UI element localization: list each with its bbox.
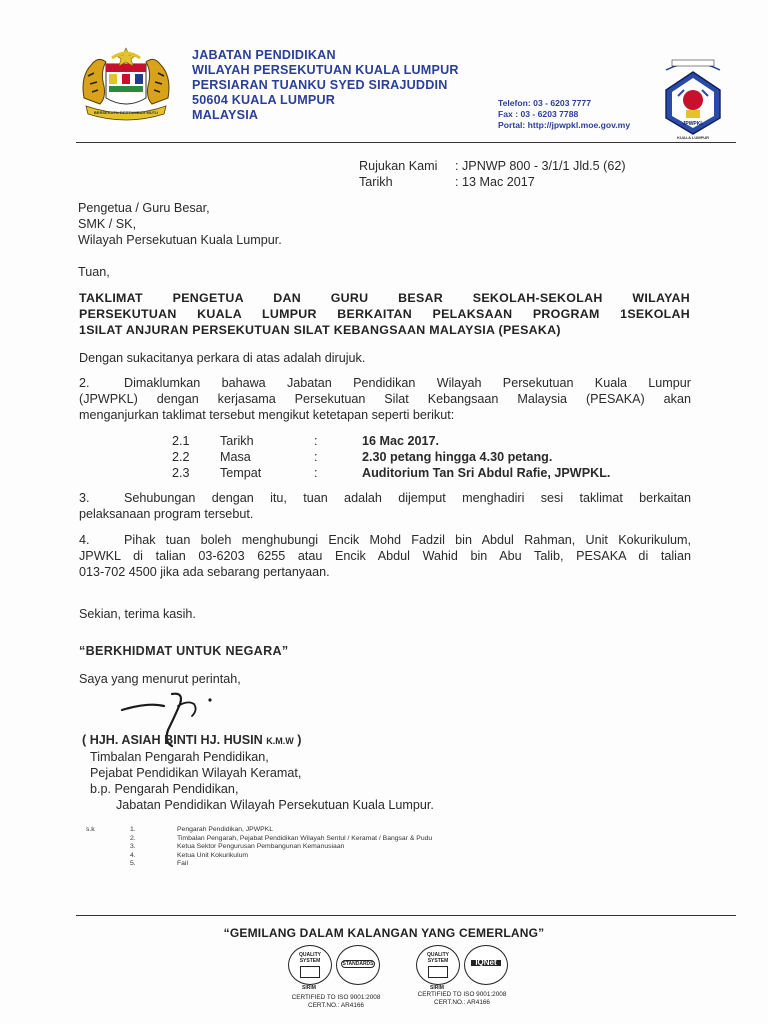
para2-number: 2.	[79, 376, 90, 390]
sirim-label-2: SIRIM	[430, 985, 444, 991]
portal-url[interactable]: Portal: http://jpwpkl.moe.gov.my	[498, 120, 631, 130]
subject-title	[79, 290, 690, 338]
detail-row-venue	[172, 465, 610, 481]
cert-standard: CERTIFIED TO ISO 9001:2008	[417, 991, 507, 998]
detail-num: 2.1	[172, 434, 190, 448]
cc-label: s.k	[86, 826, 95, 833]
salutation: Tuan,	[78, 265, 110, 279]
signatory-name-line	[82, 732, 434, 749]
cc-text: Ketua Unit Kokurikulum	[177, 851, 249, 859]
cert-number: CERT.NO.: AR4166	[307, 1002, 364, 1009]
cc-item	[130, 852, 432, 861]
crest-motto: BERSEKUTU BERTAMBAH MUTU	[93, 110, 159, 115]
by-order-line: Saya yang menurut perintah,	[79, 672, 241, 686]
para3-number: 3.	[79, 491, 90, 505]
signatory-close: )	[293, 733, 302, 747]
cc-item	[130, 835, 432, 844]
standards-text: STANDARDS	[342, 961, 374, 967]
cc-text: Timbalan Pengarah, Pejabat Pendidikan Wilayah Sentul / Keramat / Bangsar & Pudu	[177, 834, 433, 842]
reference-block	[359, 158, 626, 190]
cc-num: 5.	[130, 860, 136, 867]
department-address	[192, 48, 459, 123]
detail-label: Tarikh	[220, 434, 254, 448]
fax-number: Fax : 03 - 6203 7788	[498, 109, 579, 119]
para2-line-2: (JPWPKL) dengan kerjasama Persekutuan Silat Kebangsaan Malaysia (PESAKA) akan	[79, 392, 691, 406]
recipient-block	[78, 200, 282, 248]
cc-item	[130, 860, 432, 869]
paragraph-4	[79, 532, 691, 580]
cc-text: Pengarah Pendidikan, JPWPKL	[177, 826, 273, 833]
detail-value: 2.30 petang hingga 4.30 petang.	[362, 450, 553, 464]
iqnet-text: IQNet	[471, 960, 501, 966]
detail-label: Tempat	[220, 466, 262, 480]
detail-num: 2.2	[172, 450, 190, 464]
para2-line-1: Dimaklumkan bahawa Jabatan Pendidikan Wilayah Persekutuan Kuala Lumpur	[124, 376, 691, 390]
contact-info	[498, 98, 630, 131]
header-divider	[76, 142, 736, 143]
subject-line-3: 1SILAT ANJURAN PERSEKUTUAN SILAT KEBANGSAAN MALAYSIA (PESAKA)	[79, 323, 561, 337]
certification-2	[412, 991, 512, 1007]
para3-line-1: Sehubungan dengan itu, tuan adalah dijemput menghadiri sesi taklimat berkaitan	[124, 491, 691, 505]
cc-text: Ketua Sektor Pengurusan Pembangunan Kemanusiaan	[177, 843, 345, 850]
para4-number: 4.	[79, 533, 90, 547]
detail-colon: :	[314, 450, 318, 464]
cc-text: Fail	[177, 860, 188, 867]
quality-text-2: QUALITY SYSTEM	[427, 952, 449, 964]
cc-num: 3.	[130, 843, 136, 850]
para4-line-3: 013-702 4500 jika ada sebarang pertanyaan.	[79, 565, 330, 579]
cc-item	[130, 843, 432, 852]
subject-line-2: PERSEKUTUAN KUALA LUMPUR BERKAITAN PELAKSAAN PROGRAM 1SEKOLAH	[79, 307, 690, 321]
logo-text: JPWPKL	[682, 121, 704, 127]
iqnet-badge	[464, 945, 508, 985]
detail-num: 2.3	[172, 466, 190, 480]
recipient-line-2: SMK / SK,	[78, 217, 137, 231]
quality-system-badge-2	[416, 945, 460, 985]
sirim-mark-icon	[428, 966, 448, 978]
closing-line: Sekian, terima kasih.	[79, 607, 196, 621]
certification-1	[286, 994, 386, 1010]
jpwpkl-logo-icon	[660, 56, 726, 140]
sirim-mark-icon	[300, 966, 320, 978]
detail-row-date	[172, 433, 610, 449]
tarikh-label: Tarikh	[359, 175, 393, 189]
cc-num: 1.	[130, 826, 136, 833]
sirim-label-1: SIRIM	[302, 985, 316, 991]
signatory-name: ( HJH. ASIAH BINTI HJ. HUSIN	[82, 733, 263, 747]
department-motto: “BERKHIDMAT UNTUK NEGARA”	[79, 644, 289, 658]
header-line-4: 50604 KUALA LUMPUR	[192, 93, 336, 107]
header-line-2: WILAYAH PERSEKUTUAN KUALA LUMPUR	[192, 63, 459, 77]
paragraph-2	[79, 375, 691, 423]
signatory-title-3: b.p. Pengarah Pendidikan,	[90, 782, 239, 796]
recipient-line-3: Wilayah Persekutuan Kuala Lumpur.	[78, 233, 282, 247]
detail-label: Masa	[220, 450, 251, 464]
rujukan-value: : JPNWP 800 - 3/1/1 Jld.5 (62)	[455, 159, 626, 173]
intro-sentence: Dengan sukacitanya perkara di atas adalah dirujuk.	[79, 351, 366, 365]
detail-colon: :	[314, 466, 318, 480]
header-line-1: JABATAN PENDIDIKAN	[192, 48, 336, 62]
signatory-title-4: Jabatan Pendidikan Wilayah Persekutuan Kuala Lumpur.	[116, 798, 434, 812]
detail-value: 16 Mac 2017.	[362, 434, 440, 448]
quality-text-1: QUALITY SYSTEM	[299, 952, 321, 964]
signatory-block	[82, 732, 434, 813]
quality-system-badge	[288, 945, 332, 985]
para4-line-1: Pihak tuan boleh menghubungi Encik Mohd Fadzil bin Abdul Rahman, Unit Kokurikulum,	[124, 533, 691, 547]
cc-item	[130, 826, 432, 835]
signatory-title-2: Pejabat Pendidikan Wilayah Keramat,	[90, 766, 302, 780]
event-details	[172, 433, 610, 481]
detail-row-time	[172, 449, 610, 465]
para2-line-3: menganjurkan taklimat tersebut mengikut ketetapan seperti berikut:	[79, 408, 455, 422]
recipient-line-1: Pengetua / Guru Besar,	[78, 201, 210, 215]
rujukan-label: Rujukan Kami	[359, 159, 438, 173]
logo-subtitle: KUALA LUMPUR	[676, 135, 710, 140]
tarikh-value: : 13 Mac 2017	[455, 175, 535, 189]
paragraph-3	[79, 490, 691, 522]
standards-badge	[336, 945, 380, 985]
para3-line-2: pelaksanaan program tersebut.	[79, 507, 254, 521]
detail-colon: :	[314, 434, 318, 448]
cc-num: 4.	[130, 851, 136, 859]
footer-slogan: “GEMILANG DALAM KALANGAN YANG CEMERLANG”	[223, 926, 545, 940]
phone-number: Telefon: 03 - 6203 7777	[498, 98, 591, 108]
header-line-5: MALAYSIA	[192, 108, 259, 122]
cert-number: CERT.NO.: AR4166	[433, 999, 490, 1006]
footer-divider	[76, 915, 736, 916]
signatory-title-1: Timbalan Pengarah Pendidikan,	[90, 750, 269, 764]
cert-standard: CERTIFIED TO ISO 9001:2008	[291, 994, 381, 1001]
cc-num: 2.	[130, 834, 136, 842]
cc-list	[130, 826, 432, 869]
subject-line-1: TAKLIMAT PENGETUA DAN GURU BESAR SEKOLAH-SEKOLAH WILAYAH	[79, 291, 690, 305]
signatory-honor: K.M.W	[266, 736, 294, 746]
header-line-3: PERSIARAN TUANKU SYED SIRAJUDDIN	[192, 78, 448, 92]
para4-line-2: JPWKL di talian 03-6203 6255 atau Encik Abdul Wahid bin Abu Talib, PESAKA di talian	[79, 549, 691, 563]
detail-value: Auditorium Tan Sri Abdul Rafie, JPWPKL.	[362, 466, 611, 480]
